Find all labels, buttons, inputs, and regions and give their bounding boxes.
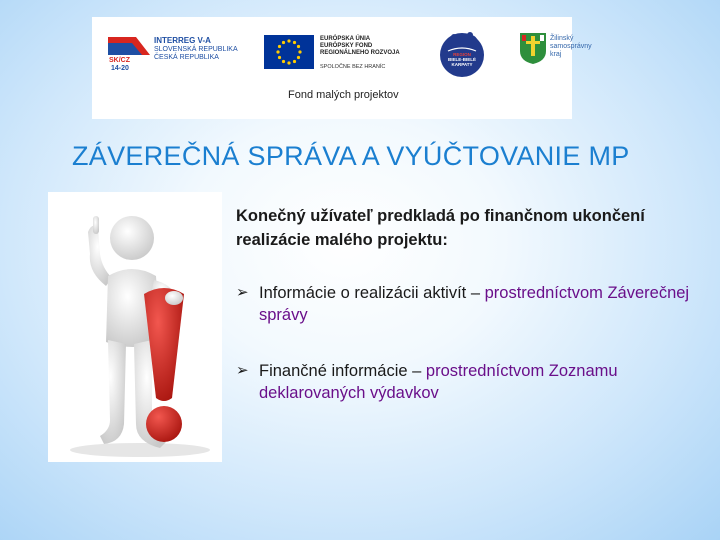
person-with-exclamation-mark-icon bbox=[48, 192, 222, 462]
interreg-text bbox=[154, 37, 238, 62]
eu-tagline: SPOLOČNE BEZ HRANÍC bbox=[320, 64, 386, 70]
arrowhead-bullet-icon: ➢ bbox=[236, 362, 249, 379]
zilina-text bbox=[550, 35, 592, 59]
eu-line-3: REGIONÁLNEHO ROZVOJA bbox=[320, 50, 400, 56]
interreg-badge-bottom: 14-20 bbox=[111, 65, 129, 72]
karpaty-logo bbox=[438, 25, 486, 81]
content bbox=[236, 204, 706, 404]
interreg-name: INTERREG V-A bbox=[154, 36, 211, 45]
karpaty-line-2: BIELE-BIELÉ bbox=[447, 57, 476, 62]
arrowhead-bullet-icon: ➢ bbox=[236, 284, 249, 301]
karpaty-text bbox=[438, 52, 486, 67]
intro-text: Konečný užívateľ predkladá po finančnom ukončení realizácie malého projektu: bbox=[236, 207, 645, 249]
eu-logo bbox=[264, 35, 404, 75]
eu-line-1: EURÓPSKA ÚNIA bbox=[320, 36, 371, 42]
zilina-logo bbox=[518, 31, 592, 77]
bullet-2-text: Finančné informácie – bbox=[259, 362, 426, 380]
interreg-line-1: SLOVENSKÁ REPUBLIKA bbox=[154, 46, 238, 53]
bullet-item-1 bbox=[236, 282, 706, 326]
bullet-2-accent: prostredníctvom Zoznamu deklarovaných výdavkov bbox=[259, 362, 618, 402]
page-title: ZÁVEREČNÁ SPRÁVA A VYÚČTOVANIE MP bbox=[72, 141, 630, 171]
logo-banner bbox=[92, 17, 592, 119]
eu-text bbox=[320, 36, 400, 57]
eu-flag-icon bbox=[264, 35, 314, 69]
zilina-line-3: kraj bbox=[550, 51, 562, 58]
interreg-logo bbox=[106, 35, 246, 73]
fund-label: Fond malých projektov bbox=[288, 89, 399, 101]
bullet-1-text: Informácie o realizácii aktivít – bbox=[259, 284, 485, 302]
zilina-line-2: samosprávny bbox=[550, 43, 592, 50]
interreg-badge-top: SK/CZ bbox=[109, 57, 130, 64]
bullet-item-2 bbox=[236, 360, 706, 404]
zilina-coat-of-arms-icon bbox=[518, 31, 548, 65]
interreg-line-2: ČESKÁ REPUBLIKA bbox=[154, 54, 219, 61]
eu-line-2: EURÓPSKY FOND bbox=[320, 43, 373, 49]
bullet-1-accent: prostredníctvom Záverečnej správy bbox=[259, 284, 690, 324]
figure-panel bbox=[48, 192, 222, 462]
zilina-line-1: Žilinský bbox=[550, 35, 574, 42]
karpaty-line-3: KARPATY bbox=[451, 62, 473, 67]
karpaty-line-1: REGION bbox=[453, 52, 471, 57]
